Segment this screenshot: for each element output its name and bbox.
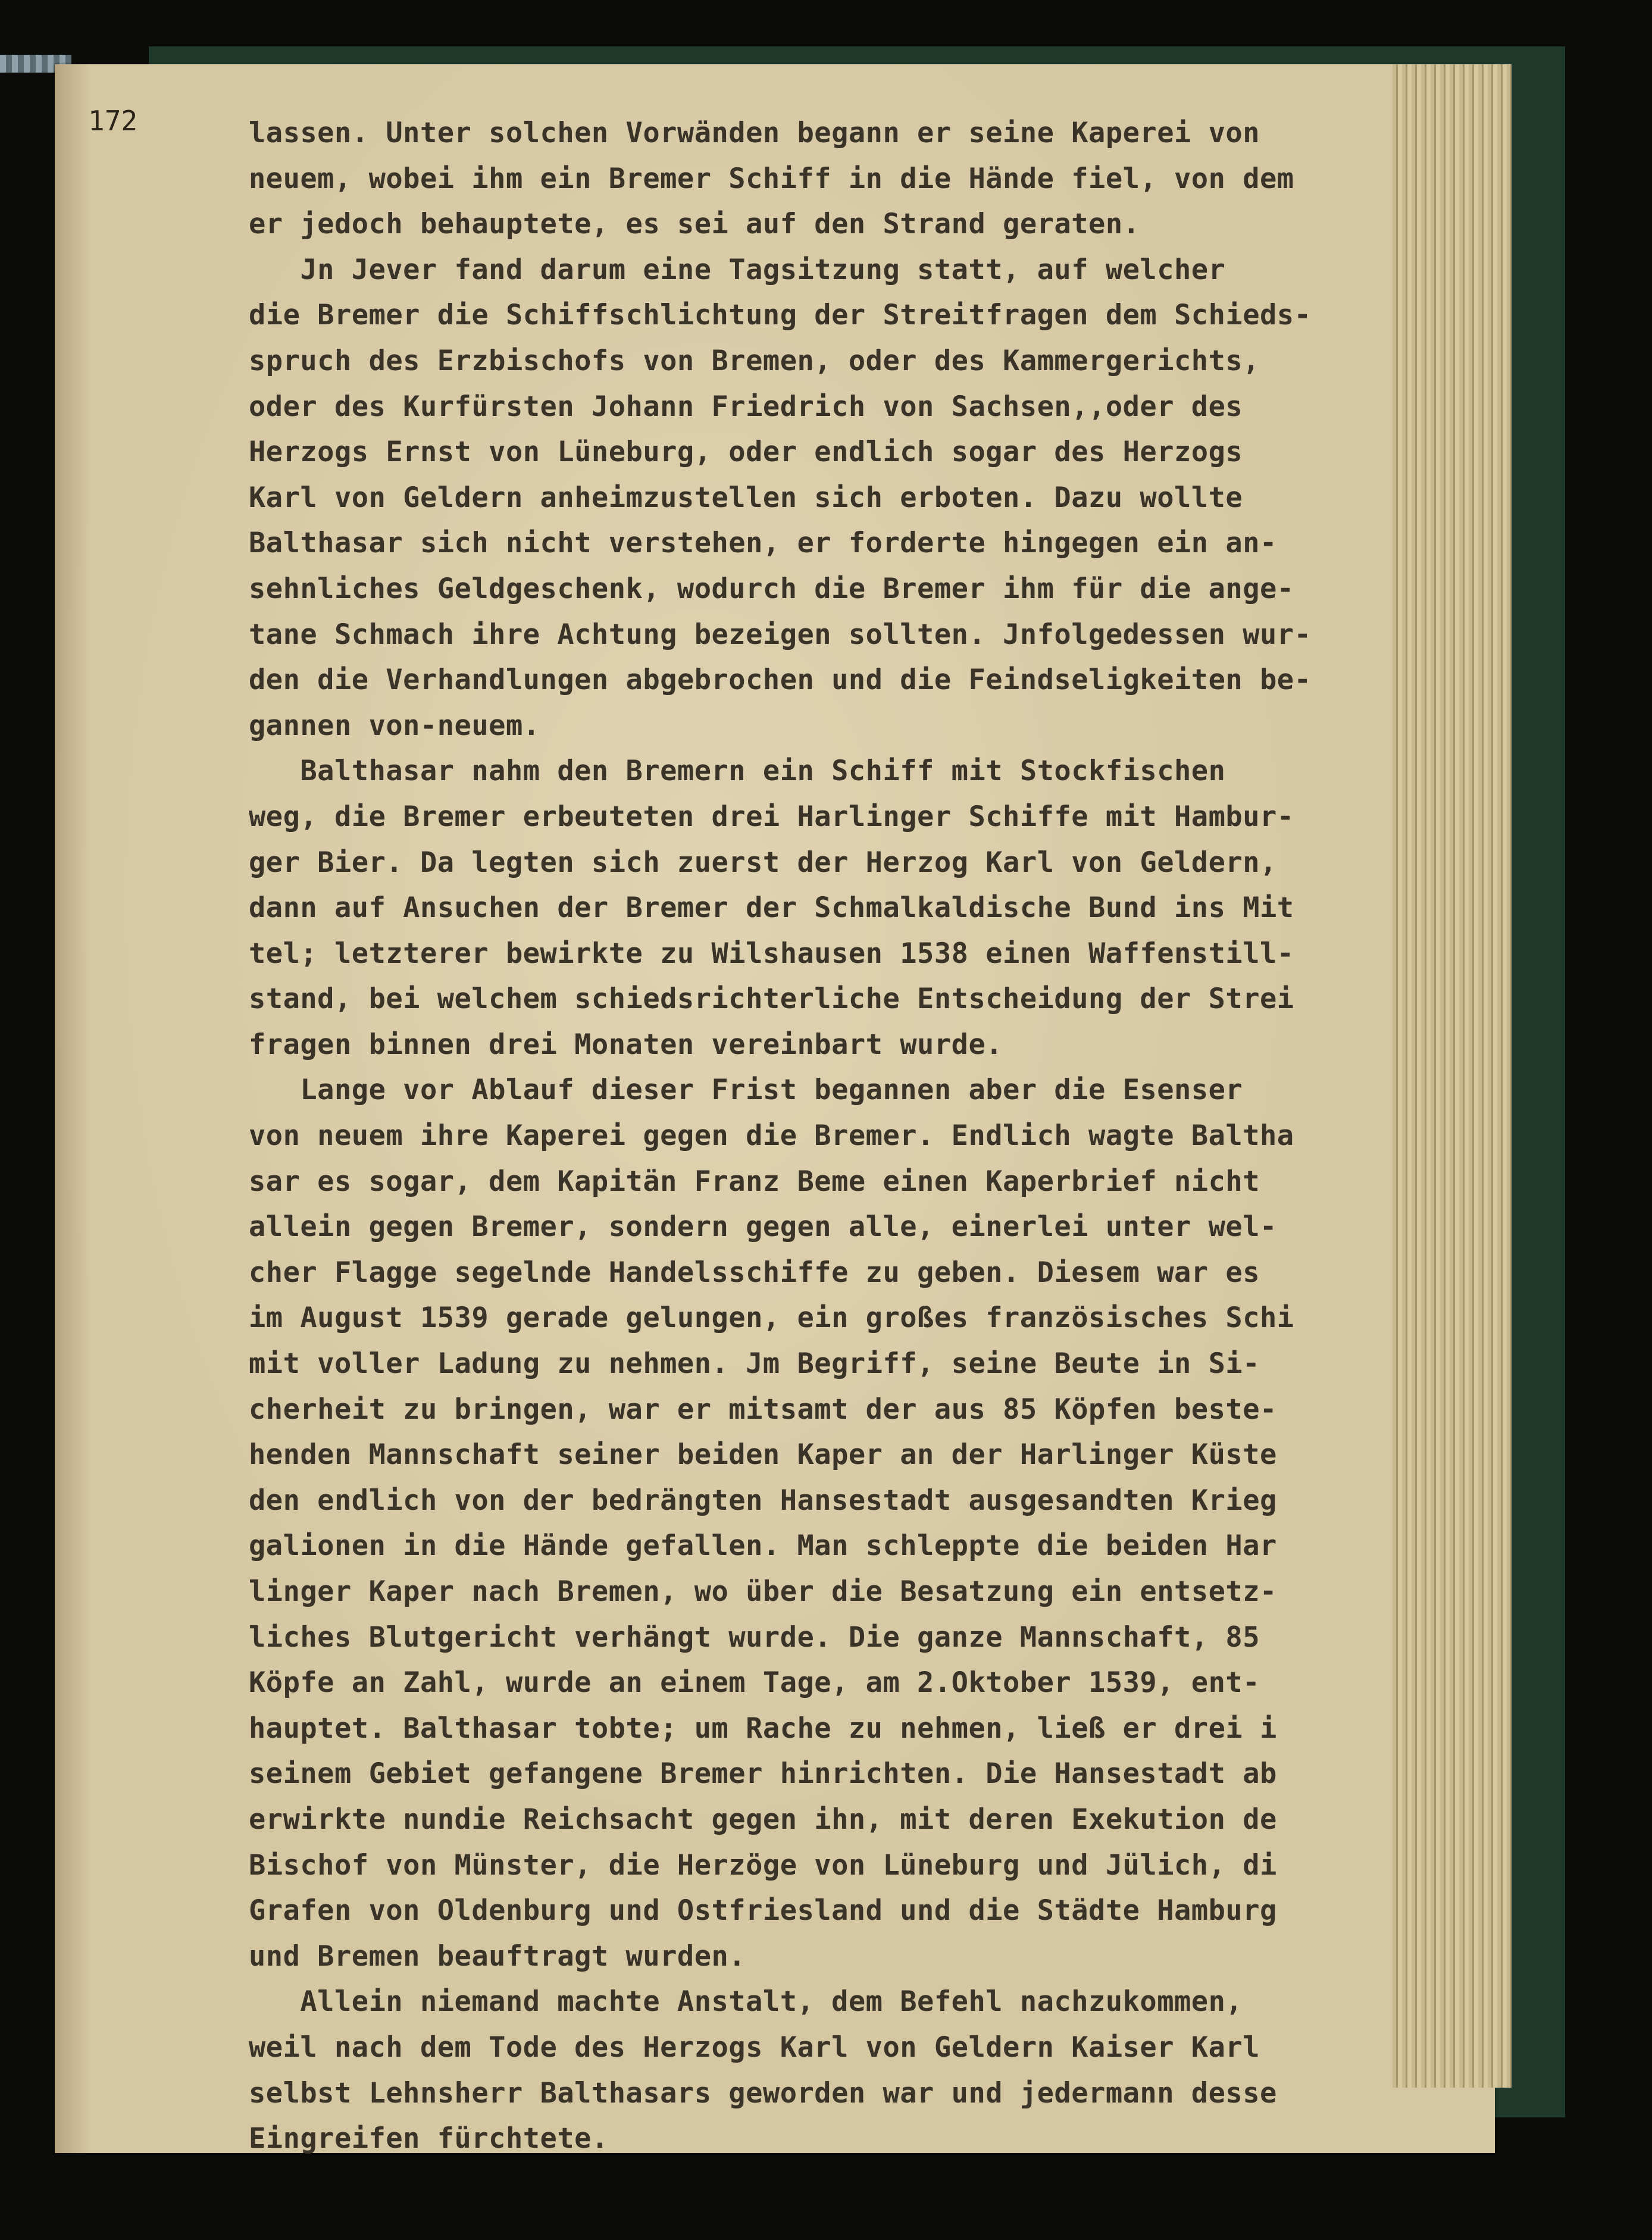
text-line: er jedoch behauptete, es sei auf den Strand geraten. — [249, 208, 1140, 241]
text-line: dann auf Ansuchen der Bremer der Schmalkaldische Bund ins Mit — [249, 891, 1294, 925]
text-line: im August 1539 gerade gelungen, ein großes französisches Schi — [249, 1302, 1294, 1335]
text-line: henden Mannschaft seiner beiden Kaper an der Harlinger Küste — [249, 1438, 1277, 1472]
text-line: und Bremen beauftragt wurden. — [249, 1939, 746, 1973]
text-line: sehnliches Geldgeschenk, wodurch die Bremer ihm für die ange- — [249, 572, 1294, 605]
text-line: fragen binnen drei Monaten vereinbart wurde. — [249, 1028, 1003, 1061]
text-line: allein gegen Bremer, sondern gegen alle, einerlei unter wel- — [249, 1210, 1277, 1244]
text-line: Jn Jever fand darum eine Tagsitzung statt, auf welcher — [249, 253, 1226, 286]
page-edges — [1393, 64, 1512, 2088]
text-line: sar es sogar, dem Kapitän Franz Beme einen Kaperbrief nicht — [249, 1165, 1260, 1198]
text-line: die Bremer die Schiffschlichtung der Streitfragen dem Schieds- — [249, 299, 1312, 332]
text-line: lassen. Unter solchen Vorwänden begann er seine Kaperei von — [249, 117, 1260, 149]
text-line: neuem, wobei ihm ein Bremer Schiff in die Hände fiel, von dem — [249, 162, 1294, 195]
text-line: von neuem ihre Kaperei gegen die Bremer. Endlich wagte Baltha — [249, 1119, 1294, 1153]
text-line: den endlich von der bedrängten Hansestadt ausgesandten Krieg — [249, 1484, 1277, 1517]
text-line: Köpfe an Zahl, wurde an einem Tage, am 2.Oktober 1539, ent- — [249, 1666, 1260, 1700]
text-line: linger Kaper nach Bremen, wo über die Besatzung ein entsetz- — [249, 1575, 1277, 1608]
text-line: Balthasar sich nicht verstehen, er forderte hingegen ein an- — [249, 527, 1277, 560]
page-text — [249, 111, 1391, 2162]
text-line: Herzogs Ernst von Lüneburg, oder endlich sogar des Herzogs — [249, 436, 1243, 469]
text-line: liches Blutgericht verhängt wurde. Die ganze Mannschaft, 85 — [249, 1620, 1260, 1654]
text-line: mit voller Ladung zu nehmen. Jm Begriff, seine Beute in Si- — [249, 1347, 1260, 1381]
text-line: seinem Gebiet gefangene Bremer hinrichten. Die Hansestadt ab — [249, 1757, 1277, 1791]
text-line: cher Flagge segelnde Handelsschiffe zu geben. Diesem war es — [249, 1256, 1260, 1289]
text-line: Bischof von Münster, die Herzöge von Lüneburg und Jülich, di — [249, 1848, 1277, 1882]
text-line: stand, bei welchem schiedsrichterliche Entscheidung der Strei — [249, 983, 1294, 1016]
text-line: Balthasar nahm den Bremern ein Schiff mit Stockfischen — [249, 755, 1226, 788]
text-line: tel; letzterer bewirkte zu Wilshausen 1538 einen Waffenstill- — [249, 937, 1294, 970]
text-line: weg, die Bremer erbeuteten drei Harlinger Schiffe mit Hambur- — [249, 800, 1294, 833]
text-line: spruch des Erzbischofs von Bremen, oder des Kammergerichts, — [249, 344, 1260, 377]
text-line: Allein niemand machte Anstalt, dem Befehl nachzukommen, — [249, 1985, 1243, 2019]
text-line: Lange vor Ablauf dieser Frist begannen aber die Esenser — [249, 1074, 1243, 1107]
page-number: 172 — [88, 105, 138, 137]
text-line: gannen von-neuem. — [249, 709, 540, 742]
text-line: erwirkte nundie Reichsacht gegen ihn, mit deren Exekution de — [249, 1803, 1277, 1836]
text-line: tane Schmach ihre Achtung bezeigen sollten. Jnfolgedessen wur- — [249, 618, 1312, 651]
text-line: ger Bier. Da legten sich zuerst der Herzog Karl von Geldern, — [249, 846, 1277, 879]
text-line: cherheit zu bringen, war er mitsamt der aus 85 Köpfen beste- — [249, 1393, 1277, 1426]
text-line: weil nach dem Tode des Herzogs Karl von Geldern Kaiser Karl — [249, 2031, 1260, 2064]
text-line: Grafen von Oldenburg und Ostfriesland und die Städte Hamburg — [249, 1894, 1277, 1928]
text-line: selbst Lehnsherr Balthasars geworden war und jedermann desse — [249, 2076, 1277, 2110]
text-line: hauptet. Balthasar tobte; um Rache zu nehmen, ließ er drei i — [249, 1712, 1277, 1745]
text-line: den die Verhandlungen abgebrochen und die Feindseligkeiten be- — [249, 664, 1312, 697]
text-line: Eingreifen fürchtete. — [249, 2122, 609, 2155]
text-line: oder des Kurfürsten Johann Friedrich von Sachsen,,oder des — [249, 390, 1243, 423]
text-line: Karl von Geldern anheimzustellen sich erboten. Dazu wollte — [249, 481, 1243, 514]
text-line: galionen in die Hände gefallen. Man schleppte die beiden Har — [249, 1529, 1277, 1563]
